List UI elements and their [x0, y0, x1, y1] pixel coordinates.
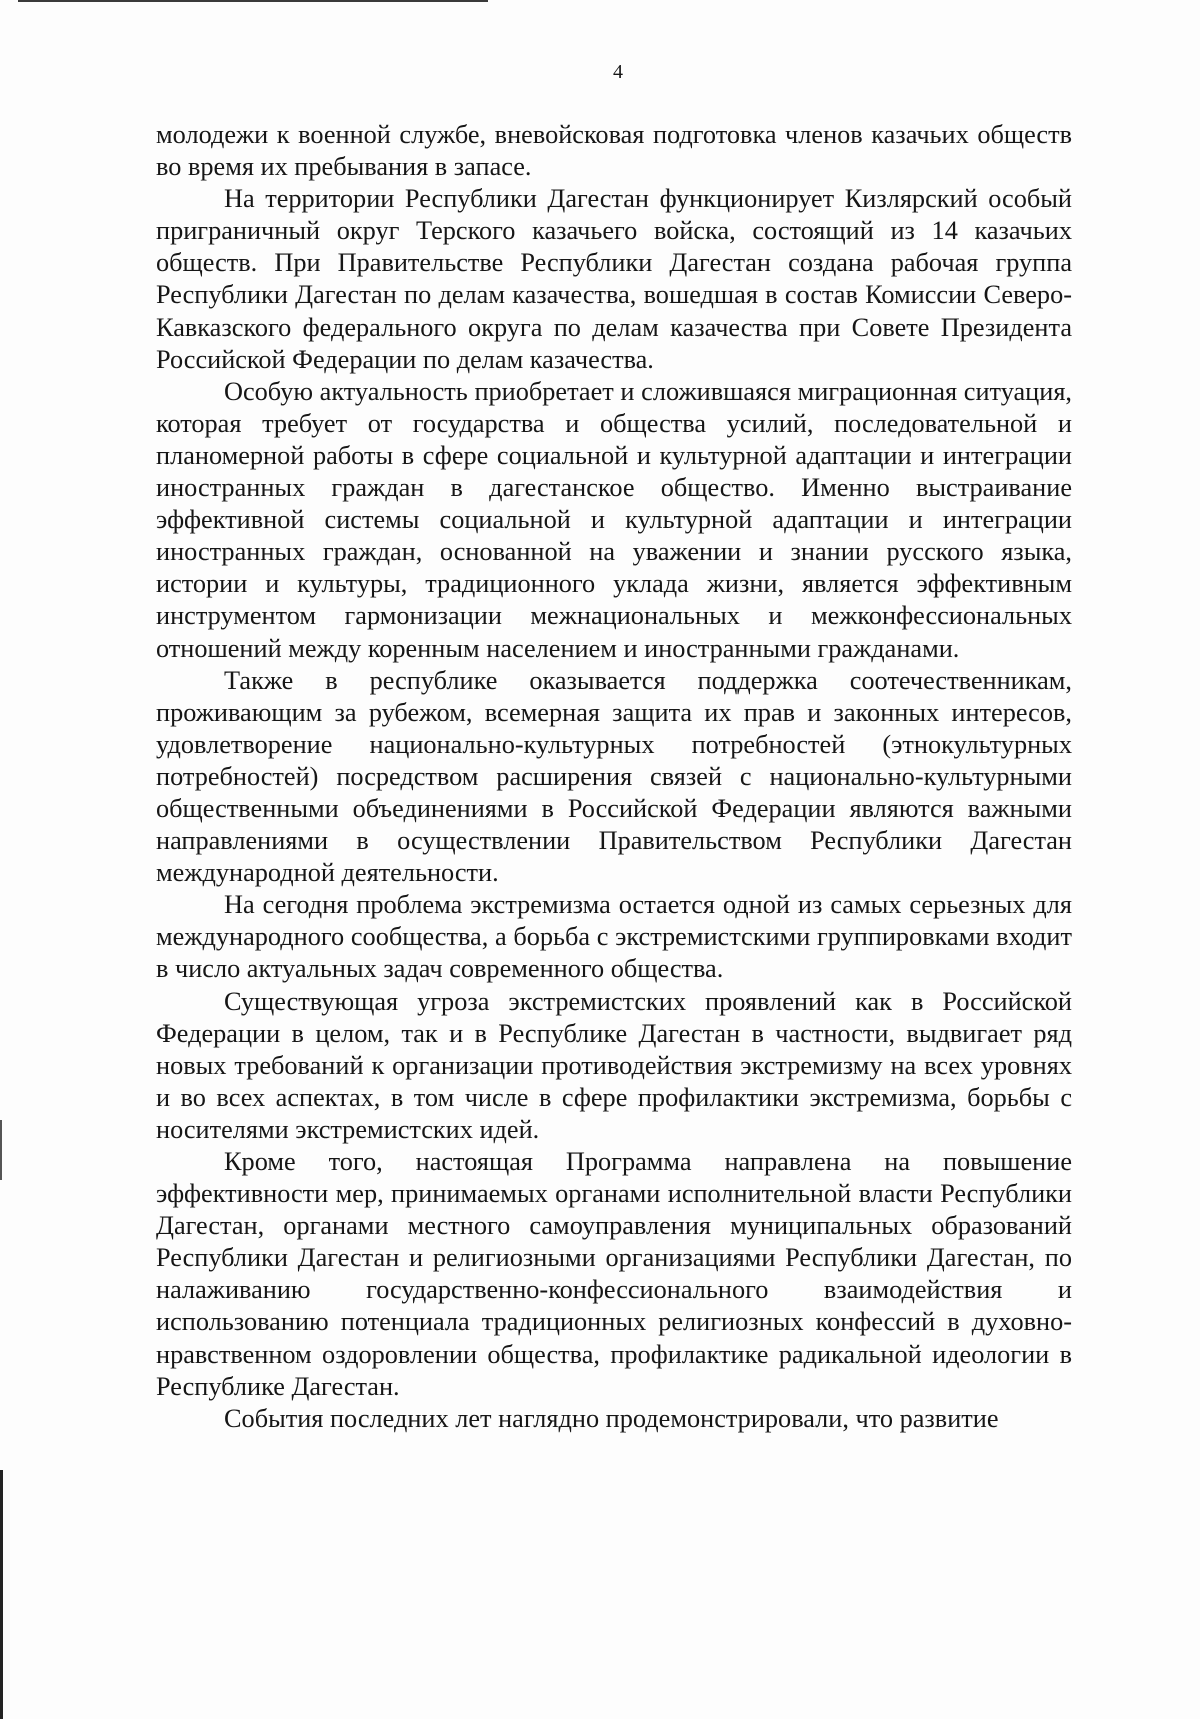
page-number: 4 — [613, 61, 623, 83]
scan-edge-mark — [0, 1470, 3, 1719]
document-body — [156, 119, 1072, 1435]
paragraph: Кроме того, настоящая Программа направлена на повышение эффективности мер, принимаемых органами исполнительной власти Республики Дагестан, органами местного самоуправления муниципальных образований Республики Дагестан и религиозными организациями Республики Дагестан, по налаживанию государственно-конфессионального взаимодействия и использованию потенциала традиционных религиозных конфессий в духовно-нравственном оздоровлении общества, профилактике радикальной идеологии в Республике Дагестан. — [156, 1147, 1072, 1401]
paragraph: На сегодня проблема экстремизма остается одной из самых серьезных для международного сообщества, а борьба с экстремистскими группировками входит в число актуальных задач современного общества. — [156, 890, 1072, 984]
paragraph: Существующая угроза экстремистских проявлений как в Российской Федерации в целом, так и в Республике Дагестан в частности, выдвигает ряд новых требований к организации противодействия экстремизму на всех уровнях и во всех аспектах, в том числе в сфере профилактики экстремизма, борьбы с носителями экстремистских идей. — [156, 986, 1072, 1144]
paragraph: На территории Республики Дагестан функционирует Кизлярский особый приграничный округ Терского казачьего войска, состоящий из 14 казачьих обществ. При Правительстве Республики Дагестан создана рабочая группа Республики Дагестан по делам казачества, вошедшая в состав Комиссии Северо-Кавказского федерального округа по делам казачества при Совете Президента Российской Федерации по делам казачества. — [156, 184, 1072, 374]
paragraph: Также в республике оказывается поддержка соотечественникам, проживающим за рубежом, всемерная защита их прав и законных интересов, удовлетворение национально-культурных потребностей (этнокультурных потребностей) посредством расширения связей с национально-культурными общественными объединениями в Российской Федерации являются важными направлениями в осуществлении Правительством Республики Дагестан международной деятельности. — [156, 665, 1072, 888]
paragraph: События последних лет наглядно продемонстрировали, что развитие — [224, 1403, 999, 1433]
paragraph: Особую актуальность приобретает и сложившаяся миграционная ситуация, которая требует от государства и общества усилий, последовательной и планомерной работы в сфере социальной и культурной адаптации и интеграции иностранных граждан в дагестанское общество. Именно выстраивание эффективной системы социальной и культурной адаптации и интеграции иностранных граждан, основанной на уважении и знании русского языка, истории и культуры, традиционного уклада жизни, является эффективным инструментом гармонизации межнациональных и межконфессиональных отношений между коренным населением и иностранными гражданами. — [156, 376, 1072, 663]
scan-edge-mark — [0, 1120, 2, 1180]
paragraph: молодежи к военной службе, вневойсковая подготовка членов казачьих обществ во время их пребывания в запасе. — [156, 120, 1072, 182]
scan-top-border — [18, 0, 488, 2]
